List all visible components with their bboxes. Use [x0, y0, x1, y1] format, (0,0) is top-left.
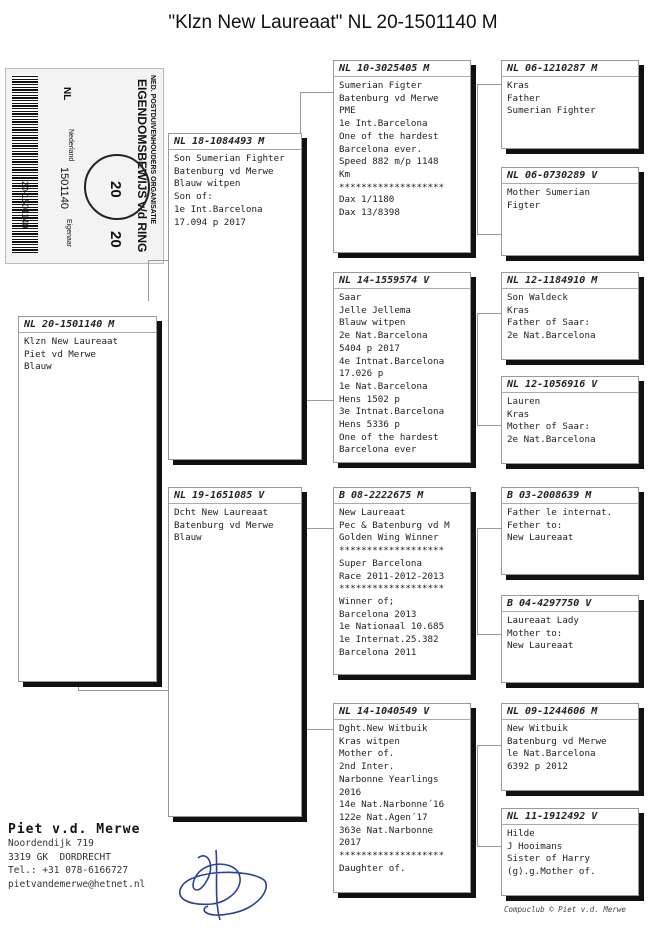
info-line: New Laureaat: [507, 532, 574, 544]
info-line: 14e Nat.Narbonne´16: [339, 799, 445, 811]
info-line: Daughter of.: [339, 862, 406, 874]
pedigree-box-gp-dam-sire: [333, 487, 471, 675]
pedigree-box-ggp-1: [501, 60, 639, 149]
ring-id: NL 14-1040549 V: [334, 706, 470, 720]
info-line: Race 2011-2012-2013: [339, 570, 445, 582]
info-line: Blauw witpen: [339, 317, 406, 329]
info-line: Hens 5336 p: [339, 419, 400, 431]
info-line: Figter: [507, 199, 541, 211]
info-line: Batenburg vd Merwe: [174, 519, 274, 531]
pedigree-box-ggp-2: [501, 167, 639, 256]
info-line: Fether to:: [507, 519, 563, 531]
ring-id: NL 10-3025405 M: [334, 63, 470, 77]
info-line: Pec & Batenburg vd M: [339, 519, 450, 531]
info-line: Barcelona ever: [339, 444, 417, 456]
info-line: 3e Intnat.Barcelona: [339, 406, 445, 418]
info-line: J Hooimans: [507, 840, 563, 852]
pedigree-title: "Klzn New Laureaat" NL 20-1501140 M: [168, 12, 498, 33]
info-line: Golden Wing Winner: [339, 532, 439, 544]
info-line: (g).g.Mother of.: [507, 866, 596, 878]
card-year-left: 20: [107, 181, 124, 198]
pedigree-box-ggp-8: [501, 808, 639, 896]
info-line: New Laureaat: [507, 640, 574, 652]
info-line: Sumerian Fighter: [507, 105, 596, 117]
info-line: Batenburg vd Merwe: [339, 92, 439, 104]
info-line: Kras: [507, 408, 530, 420]
owner-name: Piet v.d. Merwe: [8, 822, 141, 837]
info-line: 363e Nat.Narbonne: [339, 824, 434, 836]
info-line: PME: [339, 105, 356, 117]
ring-ownership-card: [5, 68, 164, 264]
info-line: Super Barcelona: [339, 557, 422, 569]
info-line: Blauw witpen: [174, 178, 241, 190]
info-line: Batenburg vd Merwe: [507, 735, 607, 747]
owner-block: [8, 822, 145, 891]
info-line: One of the hardest: [339, 130, 439, 142]
info-line: Barcelona 2013: [339, 608, 417, 620]
info-line: Piet vd Merwe: [24, 348, 96, 360]
info-line: Barcelona 2011: [339, 646, 417, 658]
info-line: Sister of Harry: [507, 853, 590, 865]
ring-id: NL 09-1244606 M: [502, 706, 638, 720]
connector-dam-parents: [300, 528, 334, 730]
info-line: Father: [507, 92, 541, 104]
ring-id: NL 06-0730289 V: [502, 170, 638, 184]
info-line: 2e Nat.Barcelona: [339, 330, 428, 342]
pedigree-box-ggp-6: [501, 595, 639, 683]
info-line: 17.094 p 2017: [174, 216, 246, 228]
info-line: Batenburg vd Merwe: [174, 165, 274, 177]
info-line: Son of:: [174, 191, 213, 203]
info-line: *******************: [339, 850, 445, 862]
card-heading: EIGENDOMSBEWIJS v/d RING: [135, 79, 149, 253]
info-line: Blauw: [24, 361, 52, 373]
info-line: *******************: [339, 583, 445, 595]
info-line: 1e Nat.Barcelona: [339, 380, 428, 392]
info-line: Saar: [339, 292, 362, 303]
pedigree-box-gp-sire-dam: [333, 272, 471, 463]
info-line: 2e Nat.Barcelona: [507, 434, 596, 446]
pedigree-box-ggp-5: [501, 487, 639, 575]
card-year-right: 20: [107, 231, 124, 248]
info-line: Kras: [507, 304, 530, 316]
info-line: Km: [339, 168, 351, 180]
info-line: One of the hardest: [339, 431, 439, 443]
connector-gp2: [477, 313, 502, 426]
ring-id: B 04-4297750 V: [502, 598, 638, 612]
ring-id: NL 06-1210287 M: [502, 63, 638, 77]
ring-id: NL 19-1651085 V: [169, 490, 301, 504]
pedigree-box-dam: [168, 487, 302, 817]
info-line: Son Waldeck: [507, 292, 568, 303]
card-ring-number: 1501140: [58, 167, 70, 210]
info-line: Father le internat.: [507, 507, 613, 518]
info-line: Kras witpen: [339, 735, 400, 747]
info-line: New Witbuik: [507, 723, 568, 734]
owner-address-line: 3319 GK DORDRECHT: [8, 851, 111, 863]
connector-gp4: [477, 745, 502, 847]
pedigree-box-ggp-7: [501, 703, 639, 791]
pedigree-box-gp-sire-sire: [333, 60, 471, 253]
info-line: 1e Internat.25.382: [339, 634, 439, 646]
info-line: 5404 p 2017: [339, 342, 400, 354]
ring-id: B 03-2008639 M: [502, 490, 638, 504]
ring-id: NL 20-1501140 M: [19, 319, 156, 333]
owner-email: pietvandemerwe@hetnet.nl: [8, 878, 146, 890]
info-line: New Laureaat: [339, 507, 406, 518]
card-full-number: 20-1501140: [20, 181, 30, 229]
info-line: Laureaat Lady: [507, 615, 579, 626]
connector-sire-parents: [300, 92, 334, 401]
info-line: Father of Saar:: [507, 317, 590, 329]
info-line: Winner of;: [339, 595, 395, 607]
info-line: Dght.New Witbuik: [339, 723, 428, 734]
connector-gp3: [477, 528, 502, 635]
info-line: Klzn New Laureaat: [24, 336, 119, 347]
card-label-code: Eigenaar: [65, 219, 72, 248]
connector-sire: [148, 260, 169, 301]
card-country: NL: [61, 87, 72, 101]
info-line: Mother of Saar:: [507, 421, 590, 433]
pedigree-box-ggp-4: [501, 376, 639, 464]
info-line: 2017: [339, 837, 362, 849]
footer-credit: Compuclub © Piet v.d. Merwe: [504, 905, 626, 914]
info-line: Dax 1/1180: [339, 194, 395, 206]
ring-id: NL 18-1084493 M: [169, 136, 301, 150]
owner-address-line: Noordendijk 719: [8, 838, 94, 849]
info-line: Blauw: [174, 532, 202, 544]
info-line: Hens 1502 p: [339, 393, 400, 405]
info-line: 2016: [339, 786, 362, 798]
info-line: Barcelona ever.: [339, 143, 422, 155]
signature: [168, 840, 278, 930]
info-line: Dcht New Laureaat: [174, 507, 269, 518]
info-line: Lauren: [507, 396, 541, 407]
info-line: 6392 p 2012: [507, 761, 568, 773]
info-line: 4e Intnat.Barcelona: [339, 355, 445, 367]
info-line: 2nd Inter.: [339, 761, 395, 773]
info-line: Narbonne Yearlings: [339, 773, 439, 785]
info-line: *******************: [339, 181, 445, 193]
info-line: 122e Nat.Agen´17: [339, 811, 428, 823]
ring-id: NL 12-1056916 V: [502, 379, 638, 393]
info-line: 1e Int.Barcelona: [174, 203, 263, 215]
ring-id: NL 14-1559574 V: [334, 275, 470, 289]
pedigree-box-sire: [168, 133, 302, 460]
info-line: 1e Nationaal 10.685: [339, 621, 445, 633]
info-line: Kras: [507, 80, 530, 91]
card-org: NED. POSTDUIVENHOUDERS ORGANISATIE: [149, 75, 156, 225]
owner-phone: Tel.: +31 078-6166727: [8, 865, 129, 876]
info-line: *******************: [339, 545, 445, 557]
info-line: Speed 882 m/p 1148: [339, 156, 439, 168]
pedigree-box-ggp-3: [501, 272, 639, 360]
info-line: Dax 13/8398: [339, 207, 400, 219]
ring-id: NL 12-1184910 M: [502, 275, 638, 289]
info-line: le Nat.Barcelona: [507, 748, 596, 760]
info-line: Sumerian Figter: [339, 80, 422, 91]
info-line: Mother of.: [339, 748, 395, 760]
info-line: 2e Nat.Barcelona: [507, 330, 596, 342]
info-line: 17.026 p: [339, 368, 384, 380]
info-line: Son Sumerian Fighter: [174, 153, 285, 164]
pedigree-box-gp-dam-dam: [333, 703, 471, 893]
connector-gp1: [477, 84, 502, 235]
info-line: Hilde: [507, 828, 535, 839]
info-line: Jelle Jellema: [339, 304, 411, 316]
info-line: Mother Sumerian: [507, 187, 590, 198]
card-label-country: Nederland: [67, 129, 74, 162]
pedigree-box-subject: [18, 316, 157, 682]
info-line: 1e Int.Barcelona: [339, 118, 428, 130]
ring-id: B 08-2222675 M: [334, 490, 470, 504]
info-line: Mother to:: [507, 627, 563, 639]
ring-id: NL 11-1912492 V: [502, 811, 638, 825]
